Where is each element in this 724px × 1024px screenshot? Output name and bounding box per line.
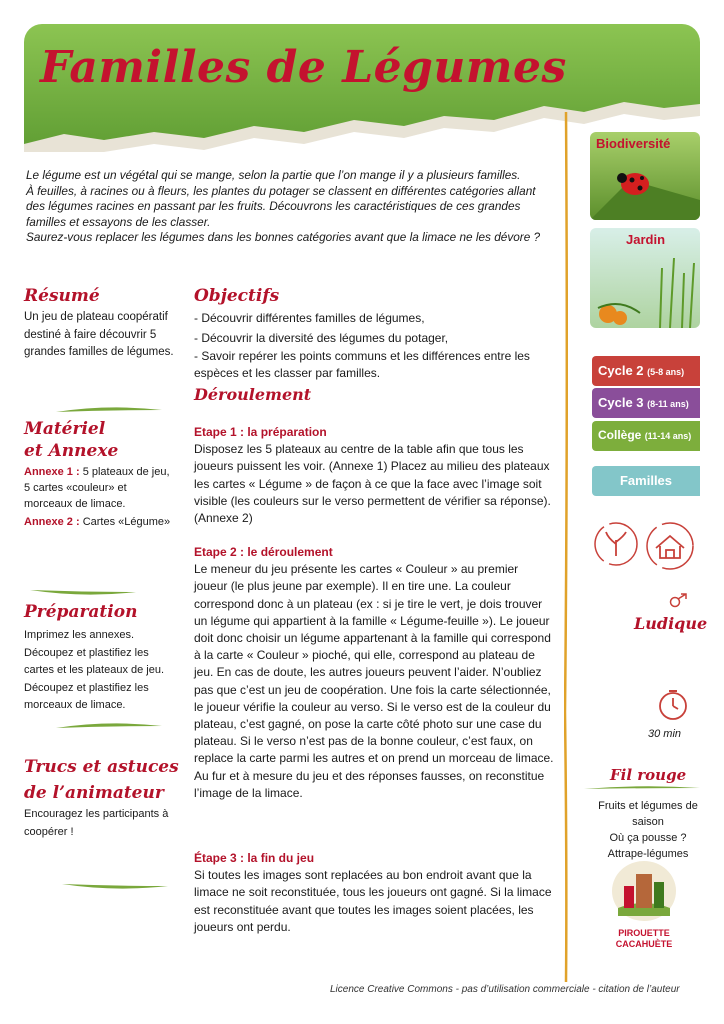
fil-rouge-list (592, 798, 704, 862)
step-1-title: Etape 1 : la préparation (194, 425, 327, 439)
step-1-text: Disposez les 5 plateaux au centre de la table afin que tous les joueurs puissent les voir. (Annexe 1) Placez au milieu des plateaux les cartes « Légume » de façon à ce que la face avec l’image soit visible (les couleurs sur le verso permettent de vérifier sa réponse). (Annexe 2) (194, 442, 551, 526)
grass-divider (60, 880, 170, 892)
logo-text-line-1: PIROUETTE (618, 928, 670, 938)
intro-line-1: Le légume est un végétal qui se mange, selon la partie que l’on mange il y a plusieurs familles. (26, 168, 521, 182)
objectif-3: - Savoir repérer les points communs et les différences entre les espèces et les classer par familles. (194, 349, 530, 380)
annexe-1 (24, 464, 172, 512)
annexe-2-label: Annexe 2 : (24, 516, 80, 528)
step-3-title: Étape 3 : la fin du jeu (194, 851, 315, 865)
deroulement-heading: Déroulement (194, 385, 312, 404)
trucs-heading-line-1: Trucs et astuces (24, 757, 179, 777)
trucs-heading (24, 754, 179, 806)
step-1 (194, 424, 554, 527)
annexe-2 (24, 514, 184, 530)
materiel-heading-line-2: et Annexe (24, 441, 119, 461)
tag-cycle-2-age: (5-8 ans) (647, 367, 685, 377)
step-2 (194, 544, 554, 802)
preparation-heading: Préparation (24, 602, 138, 622)
tag-familles: Familles (592, 466, 700, 496)
male-arrow-icon (668, 592, 690, 608)
duree-label: 30 min (648, 728, 682, 740)
page-title: Familles de Légumes (40, 42, 567, 93)
annexe-2-text: Cartes «Légume» (79, 516, 171, 528)
grass-divider (54, 404, 164, 416)
objectif-2: - Découvrir la diversité des légumes du potager, (194, 331, 449, 345)
license-footer: Licence Creative Commons - pas d’utilisation commerciale - citation de l’auteur (330, 984, 680, 995)
biodiversite-label: Biodiversité (596, 136, 671, 151)
fil-rouge-item-2[interactable]: Où ça pousse ? (609, 832, 687, 844)
house-icon (644, 520, 696, 572)
objectifs-heading: Objectifs (194, 286, 280, 306)
ludique-label: Ludique (634, 614, 708, 633)
tag-college (592, 421, 700, 451)
grass-divider (28, 586, 138, 598)
step-2-text: Le meneur du jeu présente les cartes « Couleur » au premier joueur (le plus jeune par exemple). Il en tire une. La couleur correspond donc à un plateau (ex : si je tire le vert, je dois trouver un légume qui appartient à la famille « Légume-feuille »). Le joueur doit donc choisir un légume appartenant à la famille qui correspond à la carte « Couleur » pioché, qui elle, correspond au plateau de jeu. En cas de doute, les autres joueurs peuvent l’aider. N’oubliez pas que c’est un jeu de coopération. Une fois la carte sélectionnée, le joueur vérifie la couleur au verso. Si le verso est de la couleur du plateau, c’est gagné, on pose la carte côté photo sur une case du plateau. Si le verso n’est pas de la bonne couleur, c’est faux, on replace la carte parmi les autres et on prend un morceau de limace. Au fur et à mesure du jeu et des réponses fausses, on reconstitue l’image de la limace. (194, 562, 554, 800)
materiel-heading (24, 418, 118, 462)
grass-divider (582, 784, 702, 792)
step-3-text: Si toutes les images sont replacées au bon endroit avant que la limace ne soit reconstituée, tous les joueurs ont gagné. Si la limace est reconstituée avant que toutes les images soient placées, les joueurs ont perdu. (194, 868, 552, 934)
trucs-text: Encouragez les participants à coopérer ! (24, 808, 169, 838)
fil-rouge-item-1[interactable]: Fruits et légumes de saison (598, 800, 698, 828)
resume-heading: Résumé (24, 286, 100, 306)
resume-text: Un jeu de plateau coopératif destiné à faire découvrir 5 grandes familles de légumes. (24, 311, 174, 359)
tag-cycle-3-age: (8-11 ans) (647, 399, 689, 409)
stalk-line (564, 112, 568, 982)
intro-line-3: Saurez-vous replacer les légumes dans les bonnes catégories avant que la limace ne les dévore ? (26, 230, 541, 245)
pirouette-cacahuete-logo (608, 858, 680, 924)
annexe-1-text: 5 plateaux de jeu, 5 cartes «couleur» et morceaux de limace. (24, 466, 170, 510)
objectif-1: - Découvrir différentes familles de légumes, (194, 311, 425, 325)
grass-divider (54, 720, 164, 732)
logo-text-line-2: CACAHUÈTE (615, 939, 673, 949)
step-3 (194, 850, 554, 936)
step-2-title: Etape 2 : le déroulement (194, 545, 333, 559)
preparation-text: Imprimez les annexes. Découpez et plastifiez les cartes et les plateaux de jeu. Découpez et plastifiez les morceaux de limace. (24, 629, 165, 712)
fil-rouge-item-3[interactable]: Attrape-légumes (607, 848, 689, 860)
clock-icon (656, 688, 690, 722)
intro-text (26, 168, 554, 246)
tag-cycle-3 (592, 388, 700, 418)
plant-icon (592, 520, 640, 568)
tag-college-age: (11-14 ans) (644, 431, 692, 441)
intro-line-2: À feuilles, à racines ou à fleurs, les plantes du potager se classent en différentes catégories allant des légumes racines en passant par les fruits. Découvrons les caractéristiques de ces grandes familles et essayons de les classer. (26, 183, 536, 229)
materiel-heading-line-1: Matériel (24, 419, 106, 439)
tag-cycle-2 (592, 356, 700, 386)
fil-rouge-heading: Fil rouge (610, 766, 687, 784)
objectifs-list (194, 308, 554, 382)
logo-text (606, 928, 682, 950)
ladybug-icon (590, 160, 700, 220)
tag-cycle-2-label: Cycle 2 (598, 363, 644, 378)
tag-college-label: Collège (598, 428, 642, 442)
jardin-label: Jardin (626, 232, 666, 247)
biodiversite-image (590, 132, 700, 220)
annexe-1-label: Annexe 1 : (24, 466, 80, 478)
tag-cycle-3-label: Cycle 3 (598, 395, 644, 410)
trucs-heading-line-2: de l’animateur (24, 783, 164, 803)
jardin-image (590, 228, 700, 328)
